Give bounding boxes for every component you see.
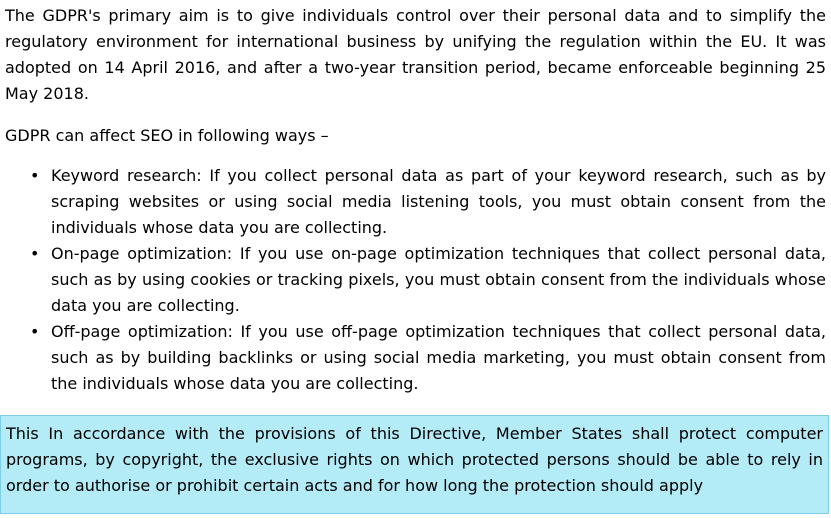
- list-item-text: Off-page optimization: If you use off-page optimization techniques that collect personal data, such as by building backlinks or using social media marketing, you must obtain consent from the individuals whose data you are collecting.: [51, 322, 826, 393]
- list-item: [30, 163, 826, 241]
- list-item: [30, 319, 826, 397]
- note-box: [0, 415, 829, 514]
- seo-effects-list: [5, 163, 826, 397]
- list-item-text: On-page optimization: If you use on-page optimization techniques that collect personal data, such as by using cookies or tracking pixels, you must obtain consent from the individuals whose data you are collecting.: [51, 244, 826, 315]
- list-item: [30, 241, 826, 319]
- article-body: [5, 3, 826, 397]
- lead-paragraph: GDPR can affect SEO in following ways –: [5, 126, 329, 145]
- bullet-icon: •: [30, 166, 40, 185]
- bullet-icon: •: [30, 244, 40, 263]
- list-item-text: Keyword research: If you collect personal data as part of your keyword research, such as by scraping websites or using social media listening tools, you must obtain consent from the individuals whose data you are collecting.: [51, 166, 826, 237]
- intro-paragraph: The GDPR's primary aim is to give individuals control over their personal data and to simplify the regulatory environment for international business by unifying the regulation within the EU. It was adopted on 14 April 2016, and after a two-year transition period, became enforceable beginning 25 May 2018.: [5, 6, 826, 103]
- note-text: This In accordance with the provisions of this Directive, Member States shall protect computer programs, by copyright, the exclusive rights on which protected persons should be able to rely in order to authorise or prohibit certain acts and for how long the protection should apply: [6, 424, 823, 495]
- bullet-icon: •: [30, 322, 40, 341]
